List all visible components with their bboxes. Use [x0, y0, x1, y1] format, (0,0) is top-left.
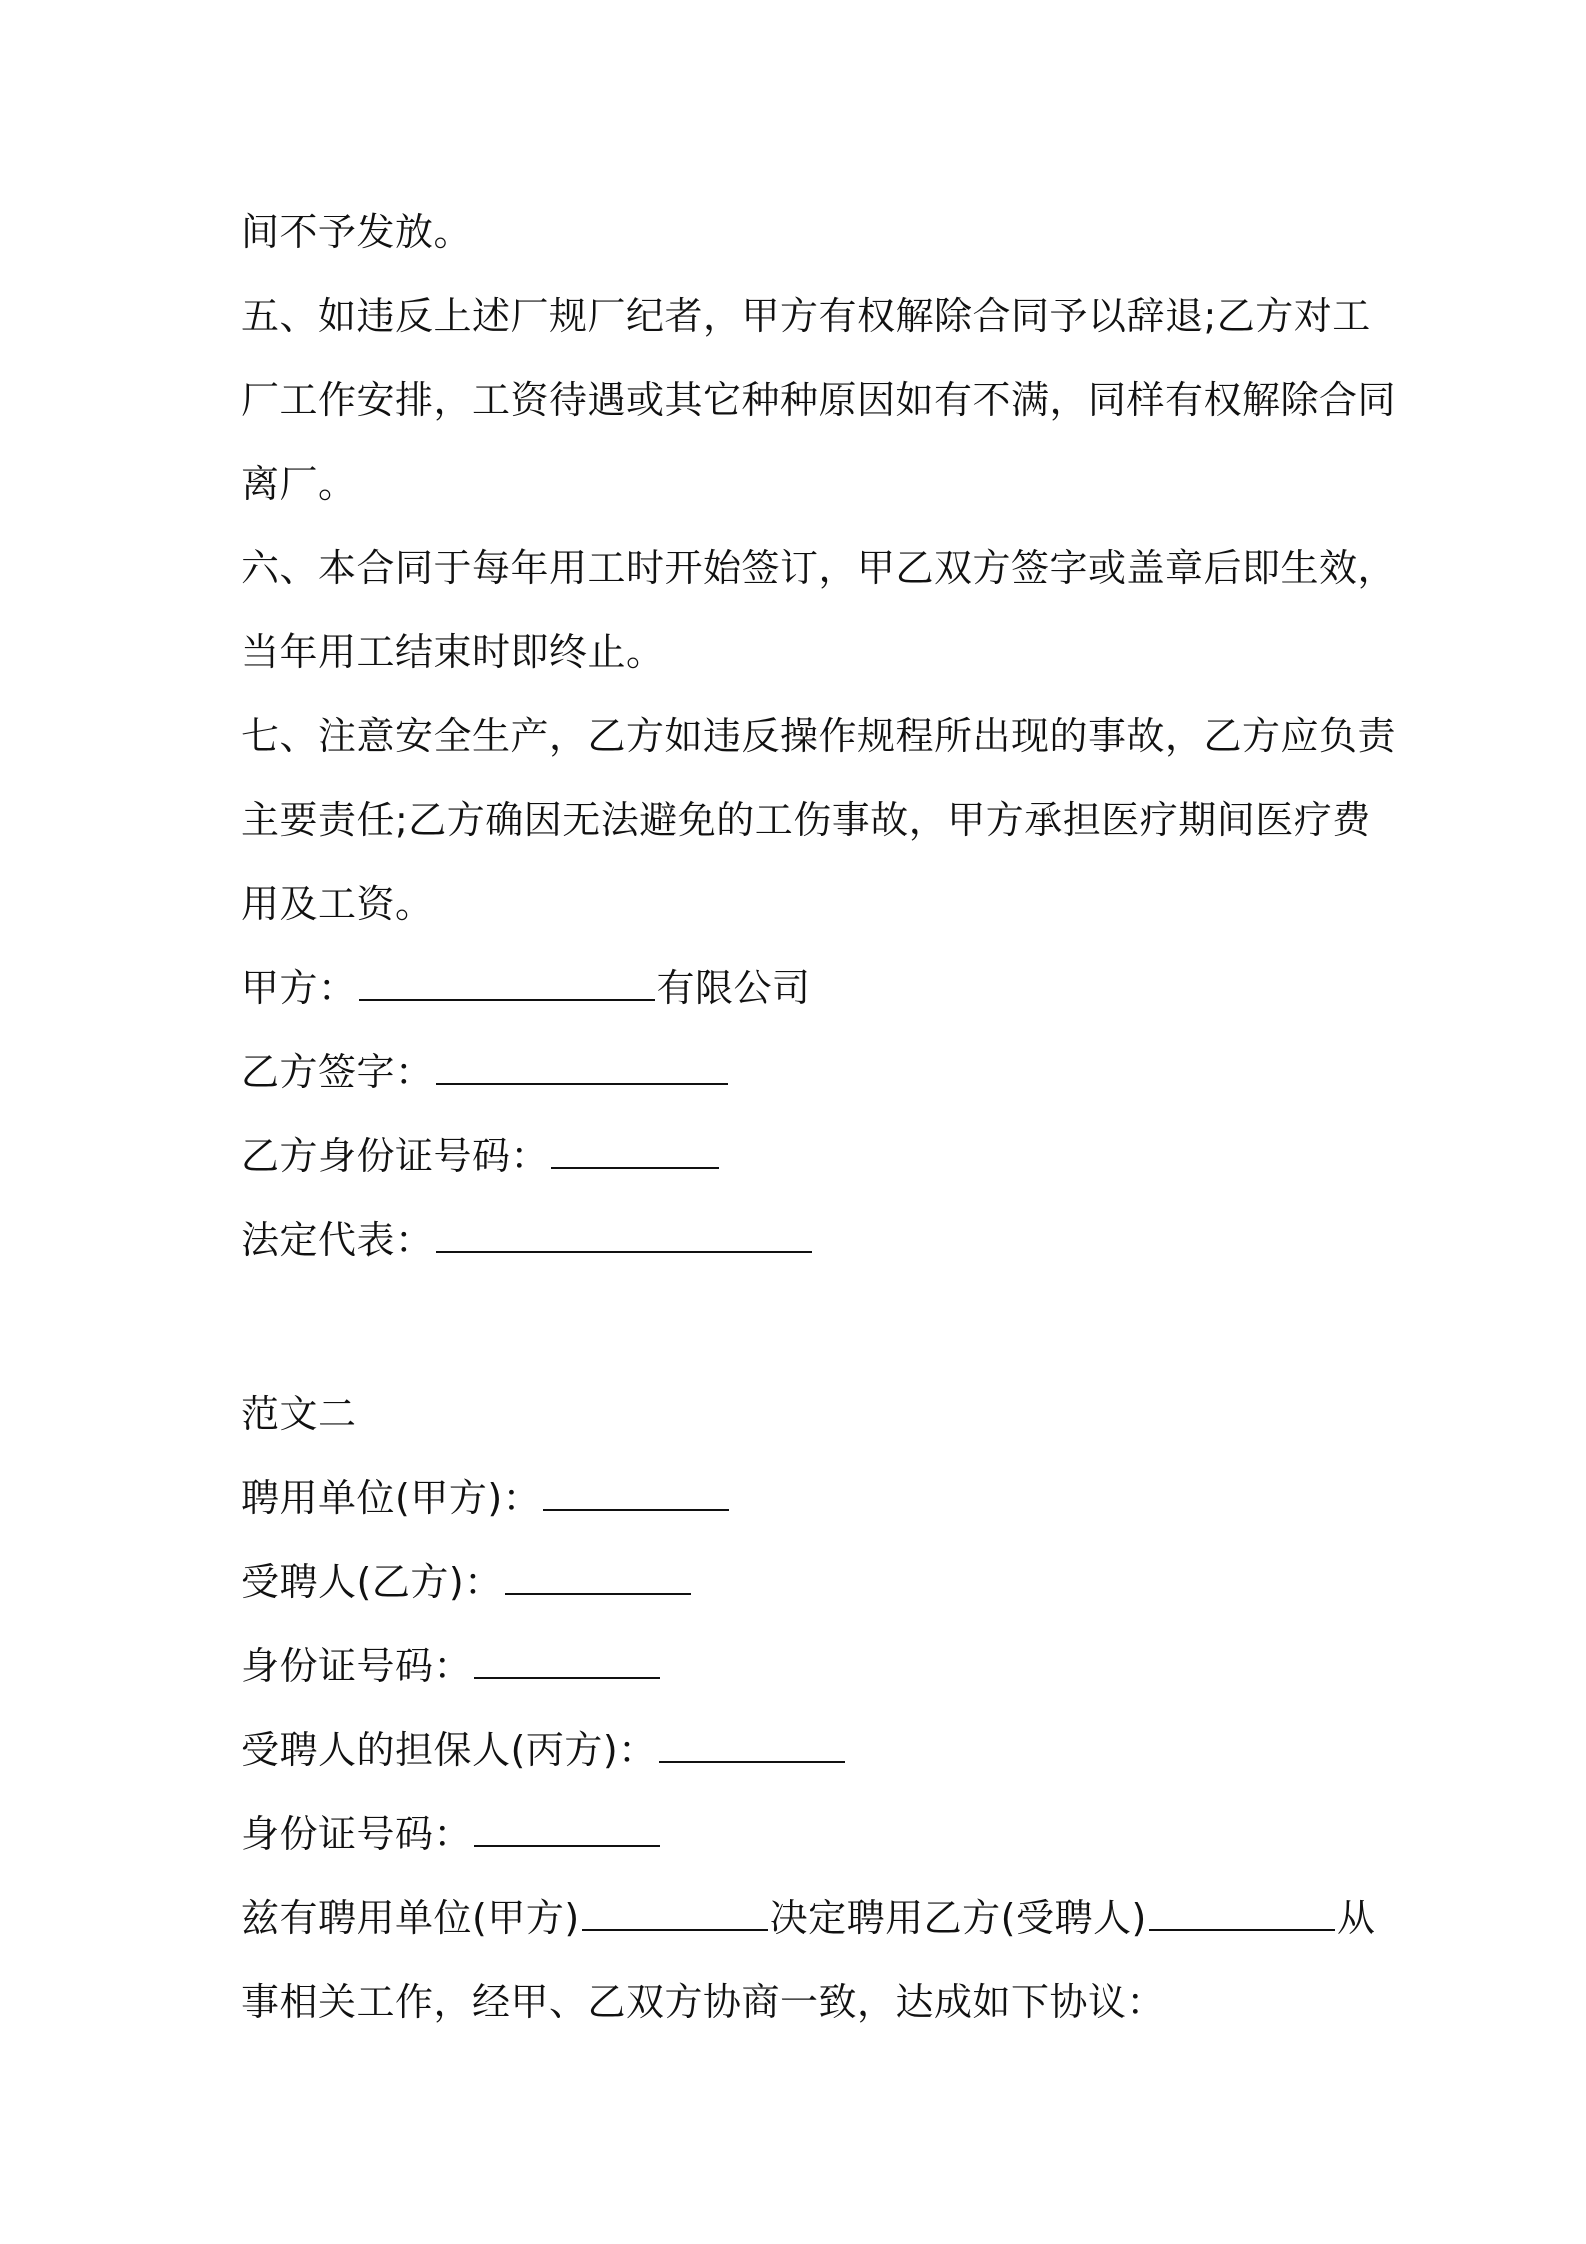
employee-line [241, 1540, 1361, 1624]
guarantor-label: 受聘人的担保人(丙方)： [241, 1728, 657, 1772]
agreement-text-2: 决定聘用乙方(受聘人) [769, 1896, 1147, 1940]
party-b-id-label: 乙方身份证号码： [241, 1134, 550, 1178]
party-b-sign-label: 乙方签字： [241, 1050, 434, 1094]
party-b-id-blank[interactable] [551, 1137, 719, 1169]
employer-label: 聘用单位(甲方)： [241, 1476, 542, 1520]
id-blank-1[interactable] [474, 1647, 660, 1679]
id-label-1: 身份证号码： [241, 1644, 473, 1688]
clause-six-line-1: 六、本合同于每年用工时开始签订，甲乙双方签字或盖章后即生效， [241, 546, 1397, 590]
clause-five-line-3: 离厂。 [241, 462, 357, 506]
id-label-2: 身份证号码： [241, 1812, 473, 1856]
legal-rep-blank[interactable] [436, 1221, 812, 1253]
clause-five-line-2: 厂工作安排，工资待遇或其它种种原因如有不满，同样有权解除合同 [241, 378, 1397, 422]
document-body [241, 190, 1397, 2044]
clause-five-line-1: 五、如违反上述厂规厂纪者，甲方有权解除合同予以辞退;乙方对工 [241, 294, 1371, 338]
party-b-id-line [241, 1114, 1361, 1198]
legal-rep-line [241, 1198, 1361, 1282]
clause-seven-line-1: 七、注意安全生产，乙方如违反操作规程所出现的事故，乙方应负责 [241, 714, 1397, 758]
party-b-sign-line [241, 1030, 1361, 1114]
agreement-text-1: 兹有聘用单位(甲方) [241, 1896, 580, 1940]
clause-seven-line-3: 用及工资。 [241, 882, 434, 926]
clause-six-line-2: 当年用工结束时即终止。 [241, 630, 665, 674]
agreement-line-2: 事相关工作，经甲、乙双方协商一致，达成如下协议： [241, 1980, 1166, 2024]
id-blank-2[interactable] [474, 1815, 660, 1847]
employee-label: 受聘人(乙方)： [241, 1560, 503, 1604]
legal-rep-label: 法定代表： [241, 1218, 434, 1262]
party-a-blank[interactable] [359, 969, 655, 1001]
party-b-sign-blank[interactable] [436, 1053, 728, 1085]
party-a-label: 甲方： [241, 966, 357, 1010]
paragraph-line: 间不予发放。 [241, 210, 473, 254]
party-a-suffix: 有限公司 [656, 966, 811, 1010]
clause-seven-line-2: 主要责任;乙方确因无法避免的工伤事故，甲方承担医疗期间医疗费 [241, 798, 1371, 842]
employee-blank[interactable] [505, 1563, 691, 1595]
sample2-title: 范文二 [241, 1392, 357, 1436]
party-a-line [241, 946, 1361, 1030]
guarantor-line [241, 1708, 1361, 1792]
agreement-line-1 [241, 1876, 1376, 1960]
guarantor-blank[interactable] [659, 1731, 845, 1763]
section-gap [241, 1282, 1361, 1372]
employer-name-blank[interactable] [582, 1899, 768, 1931]
employee-name-blank[interactable] [1149, 1899, 1335, 1931]
employer-line [241, 1456, 1361, 1540]
agreement-text-3: 从 [1336, 1896, 1376, 1940]
employer-blank[interactable] [543, 1479, 729, 1511]
id-line-1 [241, 1624, 1361, 1708]
id-line-2 [241, 1792, 1361, 1876]
